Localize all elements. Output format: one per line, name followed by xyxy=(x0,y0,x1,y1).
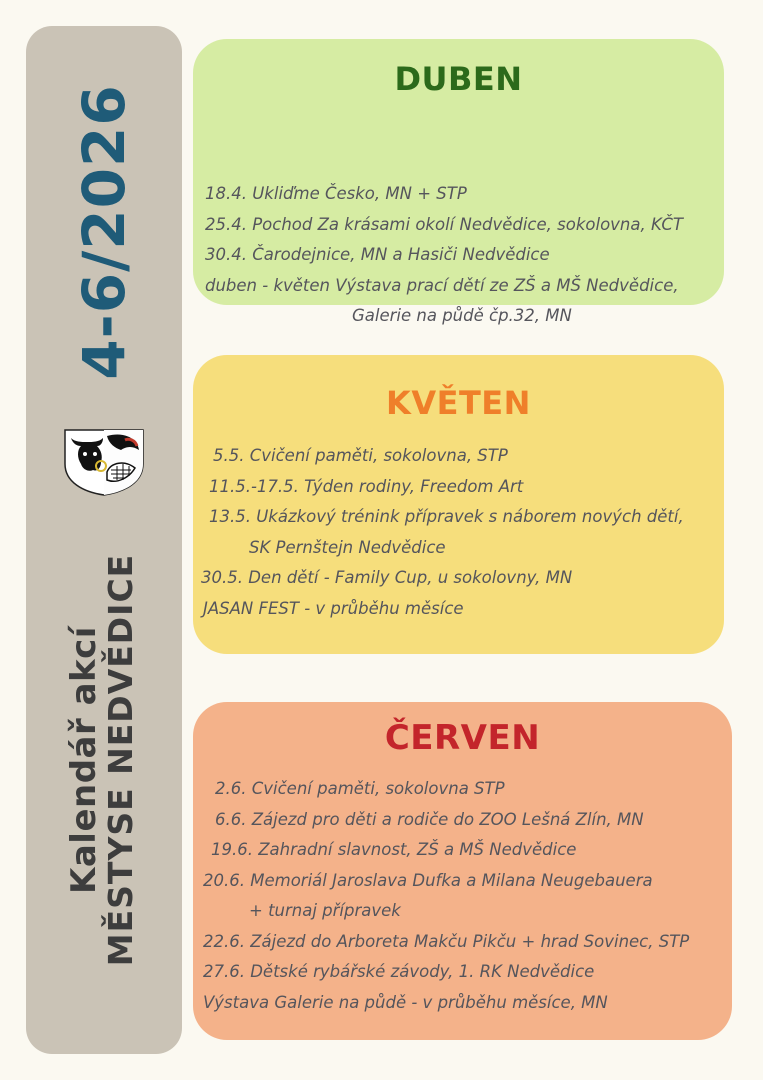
event-item: 13.5. Ukázkový trénink přípravek s náborem nových dětí, xyxy=(209,507,684,526)
calendar-title xyxy=(66,554,140,966)
event-item: + turnaj přípravek xyxy=(249,901,401,920)
month-card-june xyxy=(193,702,732,1040)
coat-of-arms-logo xyxy=(63,428,145,496)
date-range-title: 4-6/2026 xyxy=(70,84,138,380)
event-item: Galerie na půdě čp.32, MN xyxy=(352,306,572,325)
event-item: 30.5. Den dětí - Family Cup, u sokolovny, MN xyxy=(201,568,573,587)
event-item: 20.6. Memoriál Jaroslava Dufka a Milana Neugebauera xyxy=(203,870,653,890)
event-list-april xyxy=(205,179,683,332)
event-item: SK Pernštejn Nedvědice xyxy=(249,537,446,557)
event-item: 2.6. Cvičení paměti, sokolovna STP xyxy=(215,779,505,798)
event-item: 11.5.-17.5. Týden rodiny, Freedom Art xyxy=(209,476,524,496)
event-item: 30.4. Čarodejnice, MN a Hasiči Nedvědice xyxy=(205,245,550,264)
month-heading-april: DUBEN xyxy=(394,60,523,98)
event-item: 6.6. Zájezd pro děti a rodiče do ZOO Lešná Zlín, MN xyxy=(215,809,644,829)
calendar-title-line1: Kalendář akcí xyxy=(64,626,105,894)
calendar-title-line2: MĚSTYSE NEDVĚDICE xyxy=(101,553,141,967)
event-item: 19.6. Zahradní slavnost, ZŠ a MŠ Nedvědice xyxy=(211,840,577,859)
month-card-may xyxy=(193,355,724,654)
month-heading-june: ČERVEN xyxy=(384,718,541,758)
event-item: 27.6. Dětské rybářské závody, 1. RK Nedvědice xyxy=(203,962,595,981)
event-item: 18.4. Ukliďme Česko, MN + STP xyxy=(205,184,467,203)
month-card-april xyxy=(193,39,724,325)
event-item: 5.5. Cvičení paměti, sokolovna, STP xyxy=(213,446,508,465)
event-item: 25.4. Pochod Za krásami okolí Nedvědice, sokolovna, KČT xyxy=(205,214,683,234)
event-item: JASAN FEST - v průběhu měsíce xyxy=(203,598,464,618)
event-list-may xyxy=(201,441,684,624)
month-heading-may: KVĚTEN xyxy=(386,384,531,422)
event-item: 22.6. Zájezd do Arboreta Makču Pikču + hrad Sovinec, STP xyxy=(203,931,690,951)
event-item: duben - květen Výstava prací dětí ze ZŠ a MŠ Nedvědice, xyxy=(205,275,679,295)
event-list-june xyxy=(203,774,689,1018)
event-item: Výstava Galerie na půdě - v průběhu měsíce, MN xyxy=(203,992,608,1012)
